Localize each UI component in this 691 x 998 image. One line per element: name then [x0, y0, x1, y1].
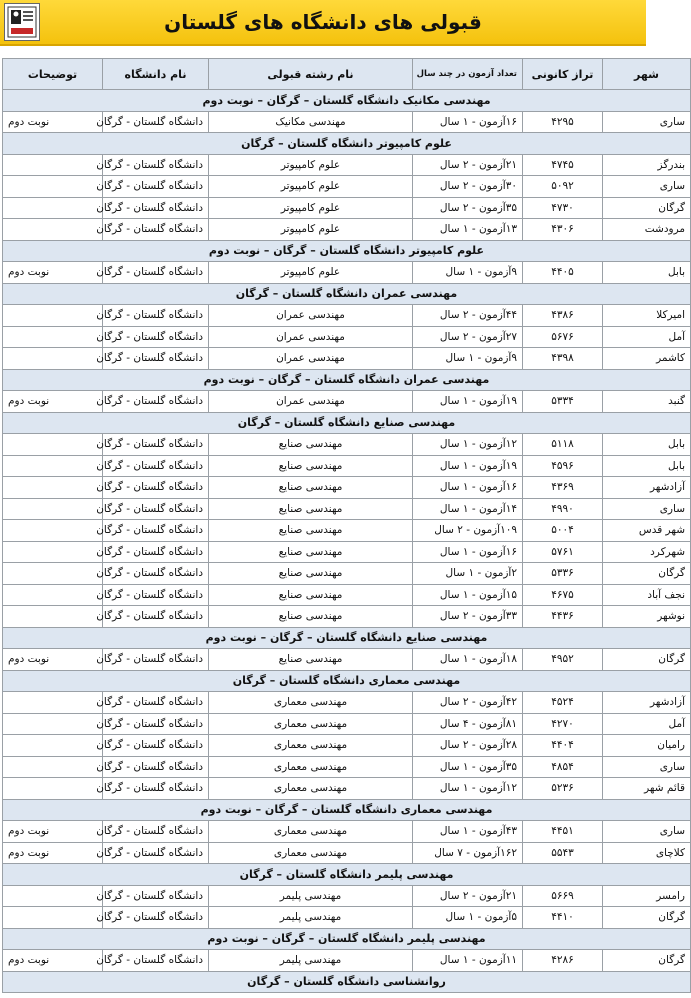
row-city: ساری: [603, 756, 691, 778]
section-title: روانشناسی دانشگاه گلستان – گرگان: [3, 971, 691, 993]
row-city: ساری: [603, 821, 691, 843]
table-row: [3, 176, 691, 198]
row-major: مهندسی صنایع: [209, 563, 413, 585]
table-row: [3, 154, 691, 176]
table-row: [3, 778, 691, 800]
row-score: ۴۳۰۶: [523, 219, 603, 241]
section-header-row: [3, 928, 691, 950]
section-header-row: [3, 627, 691, 649]
page-banner: [0, 0, 646, 46]
row-university: دانشگاه گلستان - گرگان: [103, 520, 209, 542]
row-note: نوبت دوم: [3, 391, 103, 413]
row-exams: ۴۲آزمون - ۲ سال: [413, 692, 523, 714]
table-body: [3, 90, 691, 993]
row-score: ۵۱۱۸: [523, 434, 603, 456]
row-score: ۴۴۳۶: [523, 606, 603, 628]
row-exams: ۱۲آزمون - ۱ سال: [413, 434, 523, 456]
row-university: دانشگاه گلستان - گرگان: [103, 606, 209, 628]
row-city: شهرکرد: [603, 541, 691, 563]
row-exams: ۱۹آزمون - ۱ سال: [413, 455, 523, 477]
row-exams: ۴۴آزمون - ۲ سال: [413, 305, 523, 327]
table-row: [3, 111, 691, 133]
row-score: ۵۲۳۶: [523, 778, 603, 800]
row-note: [3, 477, 103, 499]
table-row: [3, 541, 691, 563]
table-row: [3, 348, 691, 370]
row-note: نوبت دوم: [3, 821, 103, 843]
row-university: دانشگاه گلستان - گرگان: [103, 219, 209, 241]
row-note: نوبت دوم: [3, 842, 103, 864]
row-score: ۴۳۸۶: [523, 305, 603, 327]
row-note: نوبت دوم: [3, 262, 103, 284]
row-university: دانشگاه گلستان - گرگان: [103, 326, 209, 348]
table-row: [3, 842, 691, 864]
row-city: کلاچای: [603, 842, 691, 864]
row-city: آمل: [603, 326, 691, 348]
section-header-row: [3, 971, 691, 993]
row-note: [3, 735, 103, 757]
table-row: [3, 520, 691, 542]
row-exams: ۳۳آزمون - ۲ سال: [413, 606, 523, 628]
row-major: مهندسی صنایع: [209, 477, 413, 499]
row-major: مهندسی عمران: [209, 326, 413, 348]
row-exams: ۱۵آزمون - ۱ سال: [413, 584, 523, 606]
row-score: ۵۰۹۲: [523, 176, 603, 198]
row-note: [3, 563, 103, 585]
row-city: رامسر: [603, 885, 691, 907]
row-university: دانشگاه گلستان - گرگان: [103, 950, 209, 972]
row-university: دانشگاه گلستان - گرگان: [103, 692, 209, 714]
header-exams: تعداد آزمون در چند سال: [413, 59, 523, 90]
row-university: دانشگاه گلستان - گرگان: [103, 434, 209, 456]
row-exams: ۳۰آزمون - ۲ سال: [413, 176, 523, 198]
row-score: ۴۶۷۵: [523, 584, 603, 606]
row-university: دانشگاه گلستان - گرگان: [103, 842, 209, 864]
row-city: ساری: [603, 498, 691, 520]
row-university: دانشگاه گلستان - گرگان: [103, 756, 209, 778]
row-note: نوبت دوم: [3, 649, 103, 671]
row-note: [3, 907, 103, 929]
header-major: نام رشته قبولی: [209, 59, 413, 90]
row-exams: ۳۵آزمون - ۲ سال: [413, 197, 523, 219]
section-header-row: [3, 133, 691, 155]
row-major: مهندسی معماری: [209, 821, 413, 843]
section-title: علوم کامپیوتر دانشگاه گلستان – گرگان: [3, 133, 691, 155]
table-row: [3, 713, 691, 735]
section-title: مهندسی عمران دانشگاه گلستان – گرگان: [3, 283, 691, 305]
table-row: [3, 735, 691, 757]
table-row: [3, 477, 691, 499]
row-exams: ۳۵آزمون - ۱ سال: [413, 756, 523, 778]
row-major: مهندسی معماری: [209, 713, 413, 735]
row-exams: ۱۶آزمون - ۱ سال: [413, 477, 523, 499]
row-note: نوبت دوم: [3, 111, 103, 133]
section-title: مهندسی پلیمر دانشگاه گلستان – گرگان – نوبت دوم: [3, 928, 691, 950]
row-score: ۴۹۵۲: [523, 649, 603, 671]
row-score: ۴۵۲۴: [523, 692, 603, 714]
row-university: دانشگاه گلستان - گرگان: [103, 477, 209, 499]
row-city: ساری: [603, 111, 691, 133]
row-score: ۴۹۹۰: [523, 498, 603, 520]
row-major: مهندسی صنایع: [209, 455, 413, 477]
row-major: مهندسی مکانیک: [209, 111, 413, 133]
row-exams: ۲۸آزمون - ۲ سال: [413, 735, 523, 757]
header-university: نام دانشگاه: [103, 59, 209, 90]
row-note: [3, 197, 103, 219]
section-title: مهندسی عمران دانشگاه گلستان – گرگان – نوبت دوم: [3, 369, 691, 391]
row-university: دانشگاه گلستان - گرگان: [103, 197, 209, 219]
row-major: مهندسی معماری: [209, 692, 413, 714]
section-title: مهندسی معماری دانشگاه گلستان – گرگان: [3, 670, 691, 692]
row-exams: ۱۶آزمون - ۱ سال: [413, 111, 523, 133]
row-city: ساری: [603, 176, 691, 198]
row-city: نوشهر: [603, 606, 691, 628]
table-row: [3, 584, 691, 606]
row-score: ۴۳۶۹: [523, 477, 603, 499]
row-city: نجف آباد: [603, 584, 691, 606]
row-city: آزادشهر: [603, 692, 691, 714]
row-major: مهندسی صنایع: [209, 541, 413, 563]
table-row: [3, 821, 691, 843]
row-city: امیرکلا: [603, 305, 691, 327]
table-row: [3, 197, 691, 219]
section-title: مهندسی صنایع دانشگاه گلستان – گرگان – نوبت دوم: [3, 627, 691, 649]
row-score: ۴۵۹۶: [523, 455, 603, 477]
row-major: مهندسی پلیمر: [209, 950, 413, 972]
section-header-row: [3, 369, 691, 391]
row-note: [3, 219, 103, 241]
row-note: [3, 455, 103, 477]
admissions-table: [2, 58, 691, 993]
table-row: [3, 305, 691, 327]
row-university: دانشگاه گلستان - گرگان: [103, 649, 209, 671]
table-row: [3, 606, 691, 628]
row-major: علوم کامپیوتر: [209, 197, 413, 219]
section-title: مهندسی معماری دانشگاه گلستان – گرگان – نوبت دوم: [3, 799, 691, 821]
row-note: [3, 154, 103, 176]
row-note: [3, 756, 103, 778]
row-note: [3, 606, 103, 628]
row-score: ۵۳۳۴: [523, 391, 603, 413]
row-major: مهندسی صنایع: [209, 584, 413, 606]
row-score: ۵۰۰۴: [523, 520, 603, 542]
row-note: [3, 348, 103, 370]
row-city: قائم شهر: [603, 778, 691, 800]
row-score: ۵۵۴۳: [523, 842, 603, 864]
row-city: بابل: [603, 262, 691, 284]
page-title: قبولی های دانشگاه های گلستان: [164, 10, 482, 34]
row-major: مهندسی صنایع: [209, 434, 413, 456]
section-title: مهندسی پلیمر دانشگاه گلستان – گرگان: [3, 864, 691, 886]
row-note: نوبت دوم: [3, 950, 103, 972]
row-score: ۴۸۵۴: [523, 756, 603, 778]
row-major: مهندسی معماری: [209, 778, 413, 800]
row-exams: ۱۶۲آزمون - ۷ سال: [413, 842, 523, 864]
row-note: [3, 778, 103, 800]
row-exams: ۱۹آزمون - ۱ سال: [413, 391, 523, 413]
row-note: [3, 541, 103, 563]
row-university: دانشگاه گلستان - گرگان: [103, 455, 209, 477]
row-major: مهندسی عمران: [209, 391, 413, 413]
row-university: دانشگاه گلستان - گرگان: [103, 348, 209, 370]
table-row: [3, 326, 691, 348]
row-university: دانشگاه گلستان - گرگان: [103, 584, 209, 606]
row-major: علوم کامپیوتر: [209, 154, 413, 176]
row-note: [3, 498, 103, 520]
row-city: آمل: [603, 713, 691, 735]
table-row: [3, 756, 691, 778]
row-city: گرگان: [603, 907, 691, 929]
table-row: [3, 885, 691, 907]
row-city: مرودشت: [603, 219, 691, 241]
row-major: مهندسی پلیمر: [209, 907, 413, 929]
row-city: بندرگز: [603, 154, 691, 176]
row-note: [3, 885, 103, 907]
row-city: کاشمر: [603, 348, 691, 370]
row-note: [3, 326, 103, 348]
row-city: رامیان: [603, 735, 691, 757]
row-university: دانشگاه گلستان - گرگان: [103, 154, 209, 176]
row-exams: ۲۱آزمون - ۲ سال: [413, 154, 523, 176]
row-city: گرگان: [603, 197, 691, 219]
row-exams: ۲آزمون - ۱ سال: [413, 563, 523, 585]
row-exams: ۲۱آزمون - ۲ سال: [413, 885, 523, 907]
row-major: مهندسی معماری: [209, 735, 413, 757]
row-note: [3, 434, 103, 456]
table-row: [3, 262, 691, 284]
table-row: [3, 950, 691, 972]
row-note: [3, 305, 103, 327]
header-city: شهر: [603, 59, 691, 90]
row-major: علوم کامپیوتر: [209, 219, 413, 241]
row-major: مهندسی معماری: [209, 842, 413, 864]
row-exams: ۱۶آزمون - ۱ سال: [413, 541, 523, 563]
row-university: دانشگاه گلستان - گرگان: [103, 498, 209, 520]
row-city: گنبد: [603, 391, 691, 413]
row-exams: ۴۳آزمون - ۱ سال: [413, 821, 523, 843]
table-header-row: [3, 59, 691, 90]
row-university: دانشگاه گلستان - گرگان: [103, 111, 209, 133]
row-score: ۵۶۷۶: [523, 326, 603, 348]
row-university: دانشگاه گلستان - گرگان: [103, 176, 209, 198]
row-major: مهندسی صنایع: [209, 520, 413, 542]
row-exams: ۱۸آزمون - ۱ سال: [413, 649, 523, 671]
row-university: دانشگاه گلستان - گرگان: [103, 541, 209, 563]
row-note: [3, 584, 103, 606]
header-notes: توضیحات: [3, 59, 103, 90]
row-score: ۴۳۹۸: [523, 348, 603, 370]
table-row: [3, 219, 691, 241]
row-exams: ۱۳آزمون - ۱ سال: [413, 219, 523, 241]
table-row: [3, 455, 691, 477]
row-city: گرگان: [603, 649, 691, 671]
row-exams: ۱۲آزمون - ۱ سال: [413, 778, 523, 800]
row-score: ۴۴۰۵: [523, 262, 603, 284]
row-exams: ۹آزمون - ۱ سال: [413, 262, 523, 284]
row-note: [3, 520, 103, 542]
section-header-row: [3, 799, 691, 821]
row-score: ۴۴۱۰: [523, 907, 603, 929]
row-city: بابل: [603, 455, 691, 477]
row-university: دانشگاه گلستان - گرگان: [103, 735, 209, 757]
row-major: مهندسی عمران: [209, 305, 413, 327]
header-score: تراز کانونی: [523, 59, 603, 90]
row-university: دانشگاه گلستان - گرگان: [103, 821, 209, 843]
table-row: [3, 907, 691, 929]
section-header-row: [3, 240, 691, 262]
row-exams: ۲۷آزمون - ۲ سال: [413, 326, 523, 348]
row-note: [3, 713, 103, 735]
section-header-row: [3, 864, 691, 886]
row-city: گرگان: [603, 950, 691, 972]
row-score: ۵۳۳۶: [523, 563, 603, 585]
row-university: دانشگاه گلستان - گرگان: [103, 885, 209, 907]
section-header-row: [3, 283, 691, 305]
row-university: دانشگاه گلستان - گرگان: [103, 391, 209, 413]
row-score: ۵۶۶۹: [523, 885, 603, 907]
row-major: مهندسی پلیمر: [209, 885, 413, 907]
section-header-row: [3, 90, 691, 112]
row-major: علوم کامپیوتر: [209, 176, 413, 198]
institute-logo-icon: [4, 3, 40, 41]
row-score: ۴۲۹۵: [523, 111, 603, 133]
row-city: آزادشهر: [603, 477, 691, 499]
table-row: [3, 563, 691, 585]
row-major: مهندسی معماری: [209, 756, 413, 778]
row-score: ۴۷۴۵: [523, 154, 603, 176]
admissions-sheet: [2, 58, 685, 993]
row-exams: ۱۰۹آزمون - ۲ سال: [413, 520, 523, 542]
row-major: مهندسی صنایع: [209, 606, 413, 628]
row-score: ۴۲۷۰: [523, 713, 603, 735]
row-city: شهر قدس: [603, 520, 691, 542]
table-row: [3, 434, 691, 456]
section-header-row: [3, 412, 691, 434]
row-university: دانشگاه گلستان - گرگان: [103, 713, 209, 735]
row-note: [3, 692, 103, 714]
row-major: علوم کامپیوتر: [209, 262, 413, 284]
row-note: [3, 176, 103, 198]
section-header-row: [3, 670, 691, 692]
row-exams: ۵آزمون - ۱ سال: [413, 907, 523, 929]
row-major: مهندسی صنایع: [209, 649, 413, 671]
section-title: مهندسی صنایع دانشگاه گلستان – گرگان: [3, 412, 691, 434]
row-score: ۴۷۳۰: [523, 197, 603, 219]
table-row: [3, 649, 691, 671]
row-university: دانشگاه گلستان - گرگان: [103, 907, 209, 929]
row-score: ۴۴۵۱: [523, 821, 603, 843]
row-score: ۵۷۶۱: [523, 541, 603, 563]
table-row: [3, 391, 691, 413]
row-city: گرگان: [603, 563, 691, 585]
table-row: [3, 498, 691, 520]
row-score: ۴۲۸۶: [523, 950, 603, 972]
row-exams: ۱۴آزمون - ۱ سال: [413, 498, 523, 520]
row-city: بابل: [603, 434, 691, 456]
section-title: علوم کامپیوتر دانشگاه گلستان – گرگان – نوبت دوم: [3, 240, 691, 262]
row-exams: ۸۱آزمون - ۴ سال: [413, 713, 523, 735]
row-score: ۴۴۰۴: [523, 735, 603, 757]
row-university: دانشگاه گلستان - گرگان: [103, 563, 209, 585]
row-major: مهندسی عمران: [209, 348, 413, 370]
row-exams: ۹آزمون - ۱ سال: [413, 348, 523, 370]
row-university: دانشگاه گلستان - گرگان: [103, 305, 209, 327]
table-row: [3, 692, 691, 714]
row-university: دانشگاه گلستان - گرگان: [103, 778, 209, 800]
section-title: مهندسی مکانیک دانشگاه گلستان – گرگان – نوبت دوم: [3, 90, 691, 112]
row-major: مهندسی صنایع: [209, 498, 413, 520]
row-exams: ۱۱آزمون - ۱ سال: [413, 950, 523, 972]
row-university: دانشگاه گلستان - گرگان: [103, 262, 209, 284]
